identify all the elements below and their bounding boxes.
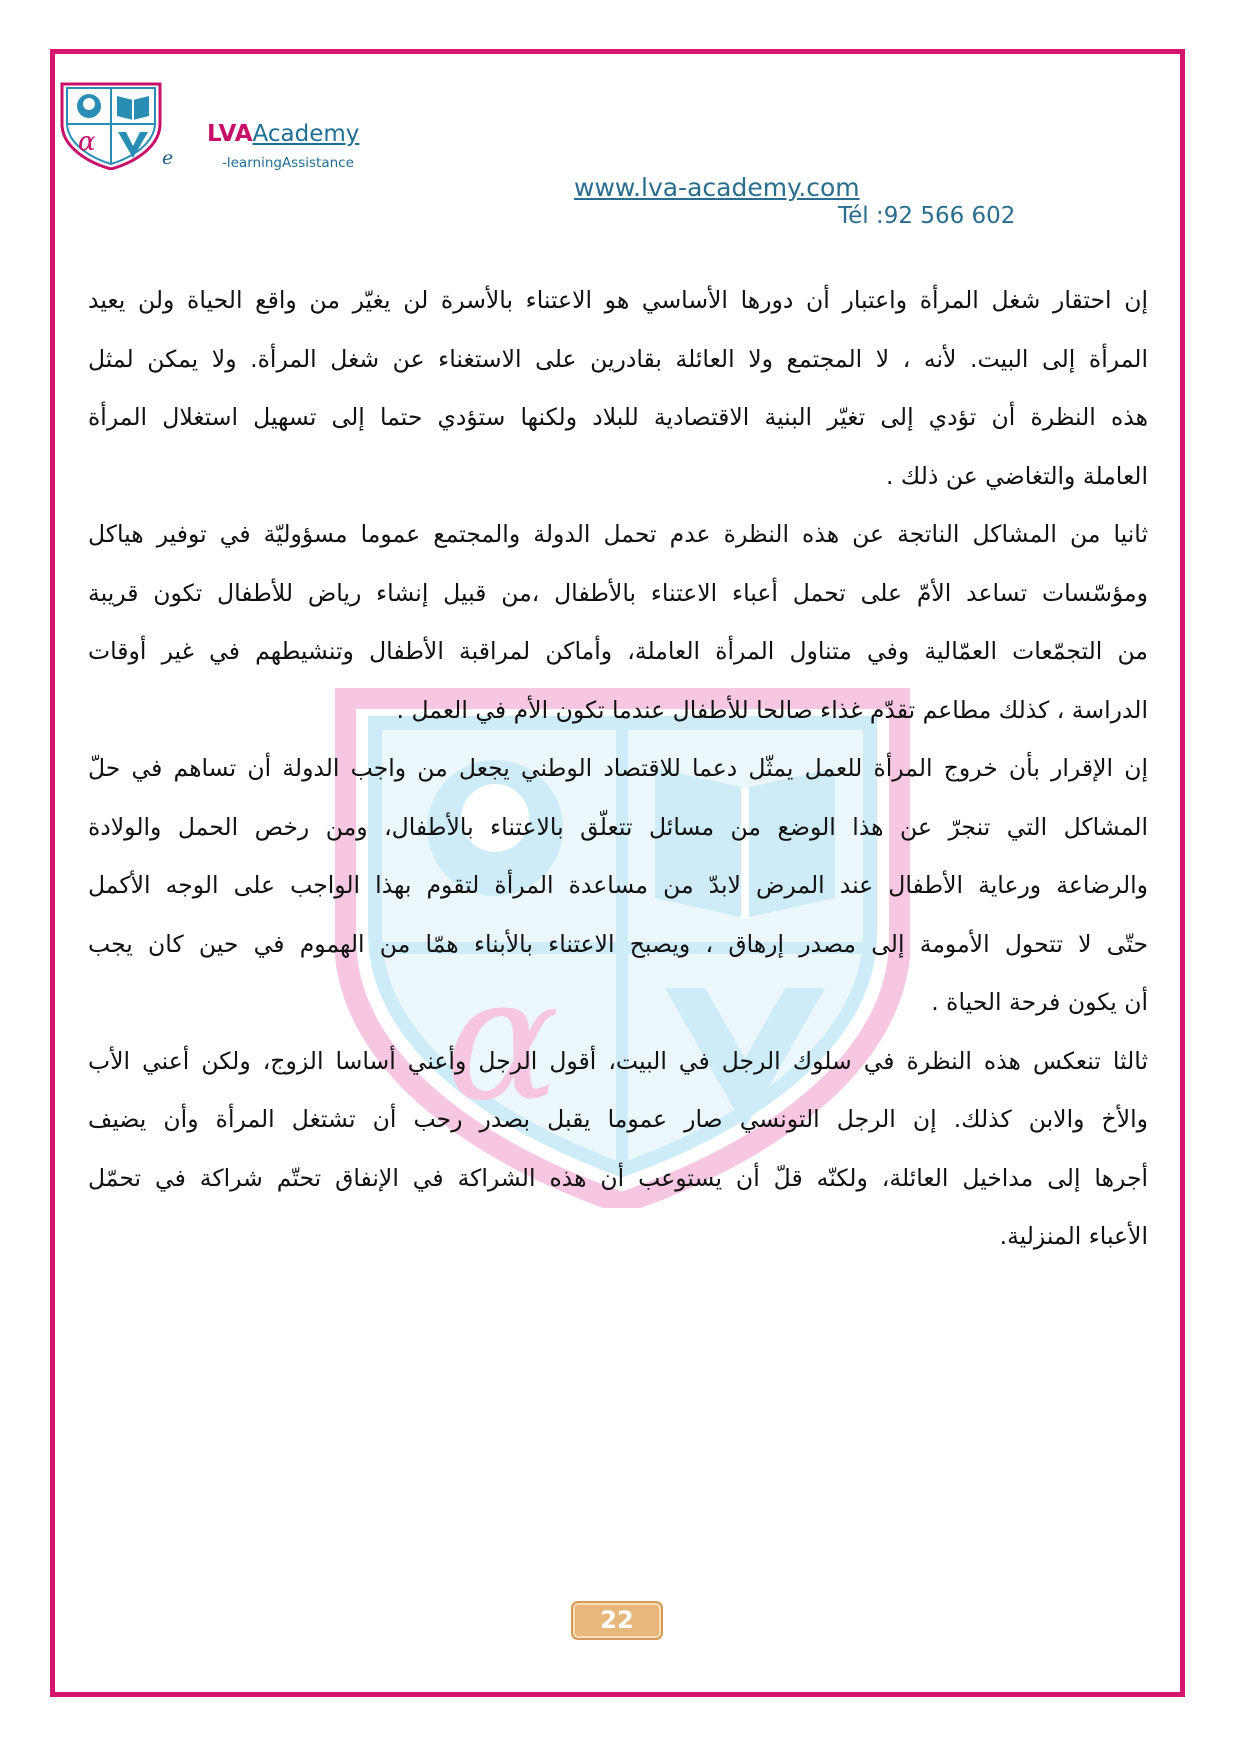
paragraph-2	[88, 505, 1148, 739]
page-number-badge: 22	[571, 1601, 663, 1640]
lva-academy-logo	[58, 80, 164, 170]
phone-number: Tél :92 566 602	[838, 203, 1016, 229]
paragraph-4	[88, 1032, 1148, 1266]
text-line: الأعباء المنزلية.	[999, 1222, 1148, 1250]
text-line: والأخ والابن كذلك. إن الرجل التونسي صار عموما يقبل بصدر رحب أن تشتغل المرأة وأن يضيف	[88, 1105, 1148, 1133]
brand-academy: Academy	[252, 121, 360, 147]
text-line: إن احتقار شغل المرأة واعتبار أن دورها الأساسي هو الاعتناء بالأسرة لن يغيّر من واقع الحياة ولن يعيد	[88, 286, 1148, 314]
text-line: إن الإقرار بأن خروج المرأة للعمل يمثّل دعما للاقتصاد الوطني يجعل من واجب الدولة أن تساهم في حلّ	[88, 754, 1148, 782]
brand-lva: LVA	[207, 121, 253, 147]
svg-text:α: α	[78, 127, 96, 157]
text-line: ثالثا تنعكس هذه النظرة في سلوك الرجل في البيت، أقول الرجل وأعني أساسا الزوج، ولكن أعني الأب	[88, 1046, 1148, 1075]
text-line: أجرها إلى مداخيل العائلة، ولكنّه قلّ أن يستوعب أن هذه الشراكة في الإنفاق تحتّم شراكة في تحمّل	[88, 1163, 1148, 1192]
article-body	[88, 271, 1148, 1266]
paragraph-1	[88, 271, 1148, 505]
text-line: العاملة والتغاضي عن ذلك .	[885, 461, 1148, 490]
text-line: الدراسة ، كذلك مطاعم تقدّم غذاء صالحا للأطفال عندما تكون الأم في العمل .	[396, 695, 1148, 724]
brand-tagline: -learningAssistance	[222, 155, 354, 171]
text-line: أن يكون فرحة الحياة .	[931, 988, 1148, 1016]
text-line: حتّى لا تتحول الأمومة إلى مصدر إرهاق ، ويصبح الاعتناء بالأبناء همّا من الهموم في حين كان يجب	[88, 929, 1148, 958]
text-line: المرأة إلى البيت. لأنه ، لا المجتمع ولا العائلة بقادرين على الاستغناء عن شغل المرأة. ولا يمكن لمثل	[88, 344, 1148, 373]
website-link[interactable]: www.lva-academy.com	[574, 173, 860, 202]
text-line: هذه النظرة أن تؤدي إلى تغيّر البنية الاقتصادية للبلاد ولكنها ستؤدي حتما إلى تسهيل استغلال المرأة	[88, 403, 1148, 431]
logo-e-letter: e	[162, 147, 174, 169]
text-line: ثانيا من المشاكل الناتجة عن هذه النظرة عدم تحمل الدولة والمجتمع عموما مسؤوليّة في توفير هياكل	[88, 520, 1148, 548]
text-line: من التجمّعات العمّالية وفي متناول المرأة العاملة، وأماكن لمراقبة الأطفال وتنشيطهم في غير أوقات	[88, 637, 1148, 665]
paragraph-3	[88, 739, 1148, 1032]
text-line: المشاكل التي تنجرّ عن هذا الوضع من مسائل تتعلّق بالاعتناء بالأطفال، ومن رخص الحمل والولادة	[88, 812, 1148, 841]
svg-text:α: α	[445, 941, 560, 1139]
brand-name	[207, 121, 359, 147]
text-line: ومؤسّسات تساعد الأمّ على تحمل أعباء الاعتناء بالأطفال ،من قبيل إنشاء رياض للأطفال تكون قريبة	[88, 578, 1148, 607]
text-line: والرضاعة ورعاية الأطفال عند المرض لابدّ من مساعدة المرأة لتقوم بهذا الواجب على الوجه الأكمل	[88, 871, 1148, 899]
